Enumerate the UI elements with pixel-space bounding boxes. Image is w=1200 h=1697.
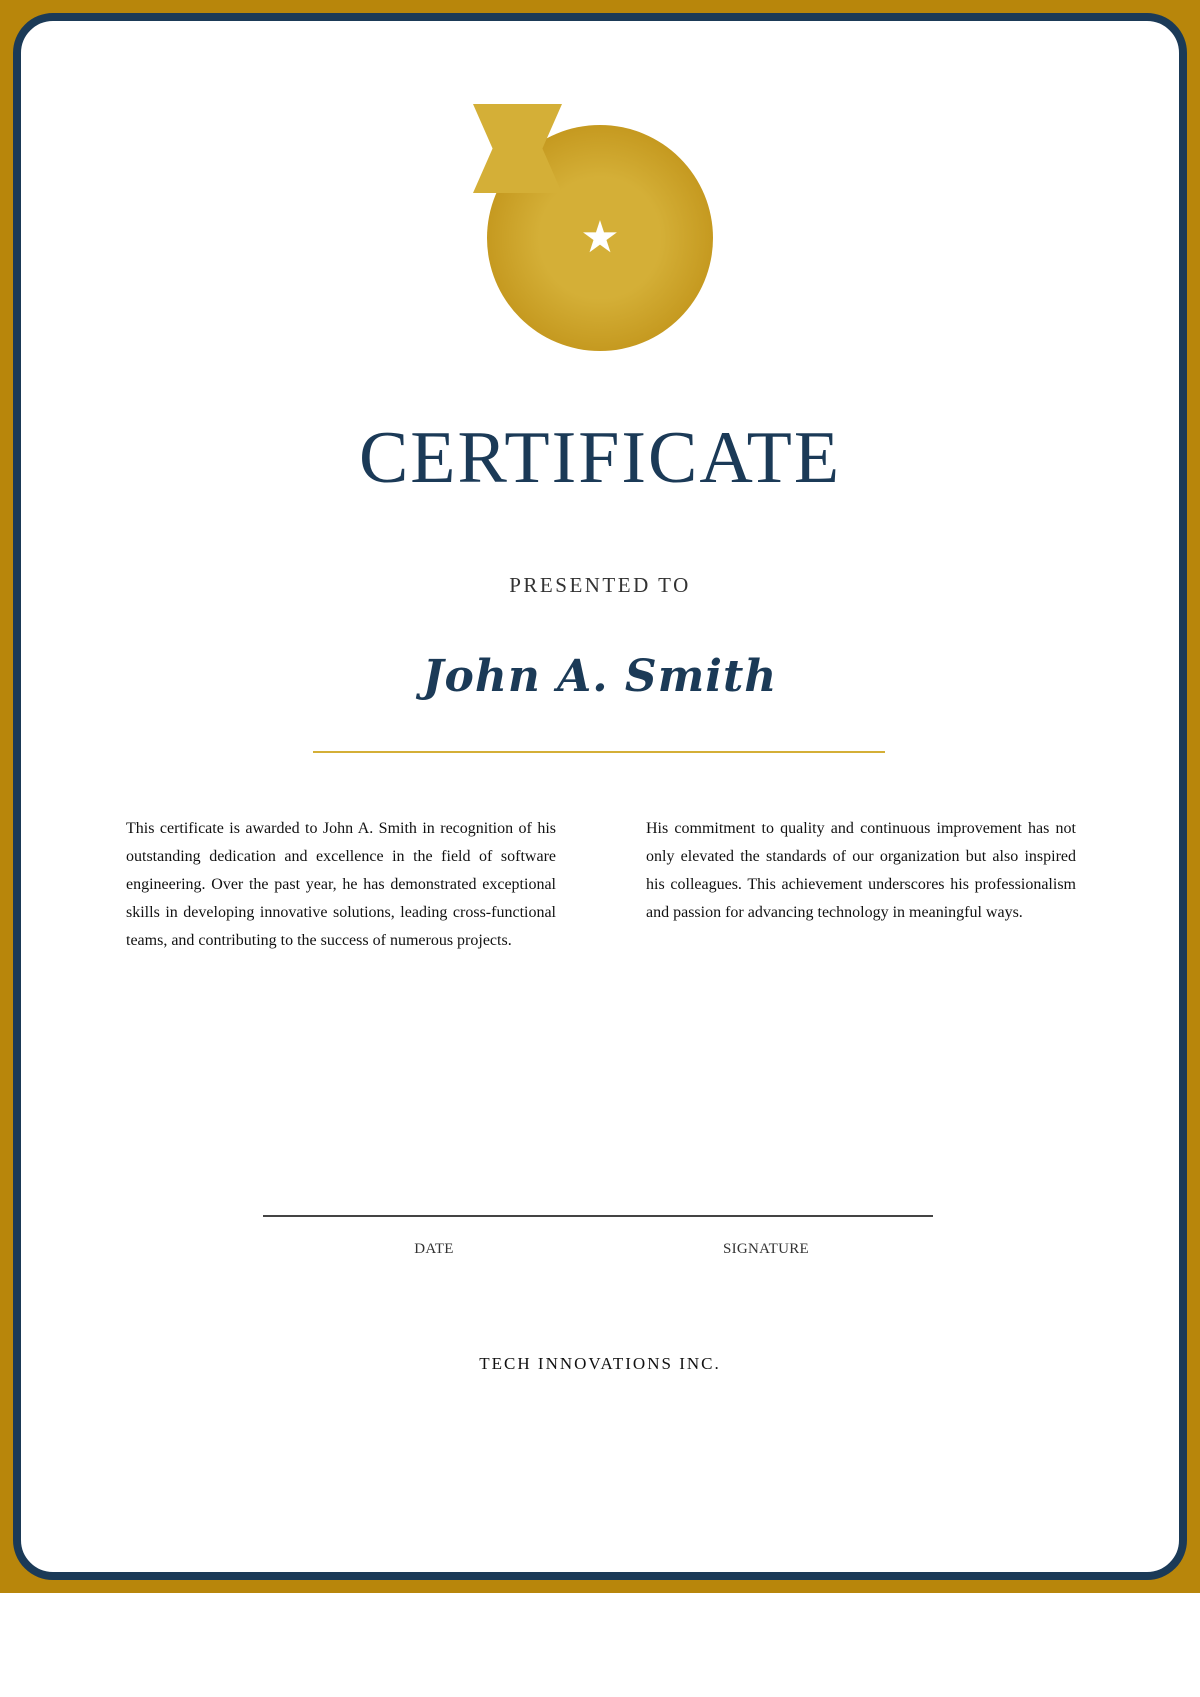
date-label: DATE — [414, 1241, 454, 1257]
body-paragraph-right: His commitment to quality and continuous improvement has not only elevated the standards of our organization but also inspired his colleagues. This achievement underscores his professionalism and passion for advancing technology in meaningful ways. — [646, 820, 1076, 921]
organization-name: TECH INNOVATIONS INC. — [479, 1354, 721, 1373]
body-paragraph-left: This certificate is awarded to John A. Smith in recognition of his outstanding dedication and excellence in the field of software engineering. Over the past year, he has demonstrated exceptional skills in developing innovative solutions, leading cross-functional teams, and contributing to the success of numerous projects. — [126, 820, 556, 949]
star-icon: ★ — [580, 212, 620, 263]
certificate-title: CERTIFICATE — [358, 417, 842, 499]
name-divider — [313, 751, 885, 753]
recipient-name: John A. Smith — [422, 651, 778, 702]
presented-to-label: PRESENTED TO — [509, 573, 691, 597]
signature-line — [263, 1215, 933, 1217]
certificate-card — [13, 13, 1187, 1580]
signature-label: SIGNATURE — [722, 1241, 810, 1257]
